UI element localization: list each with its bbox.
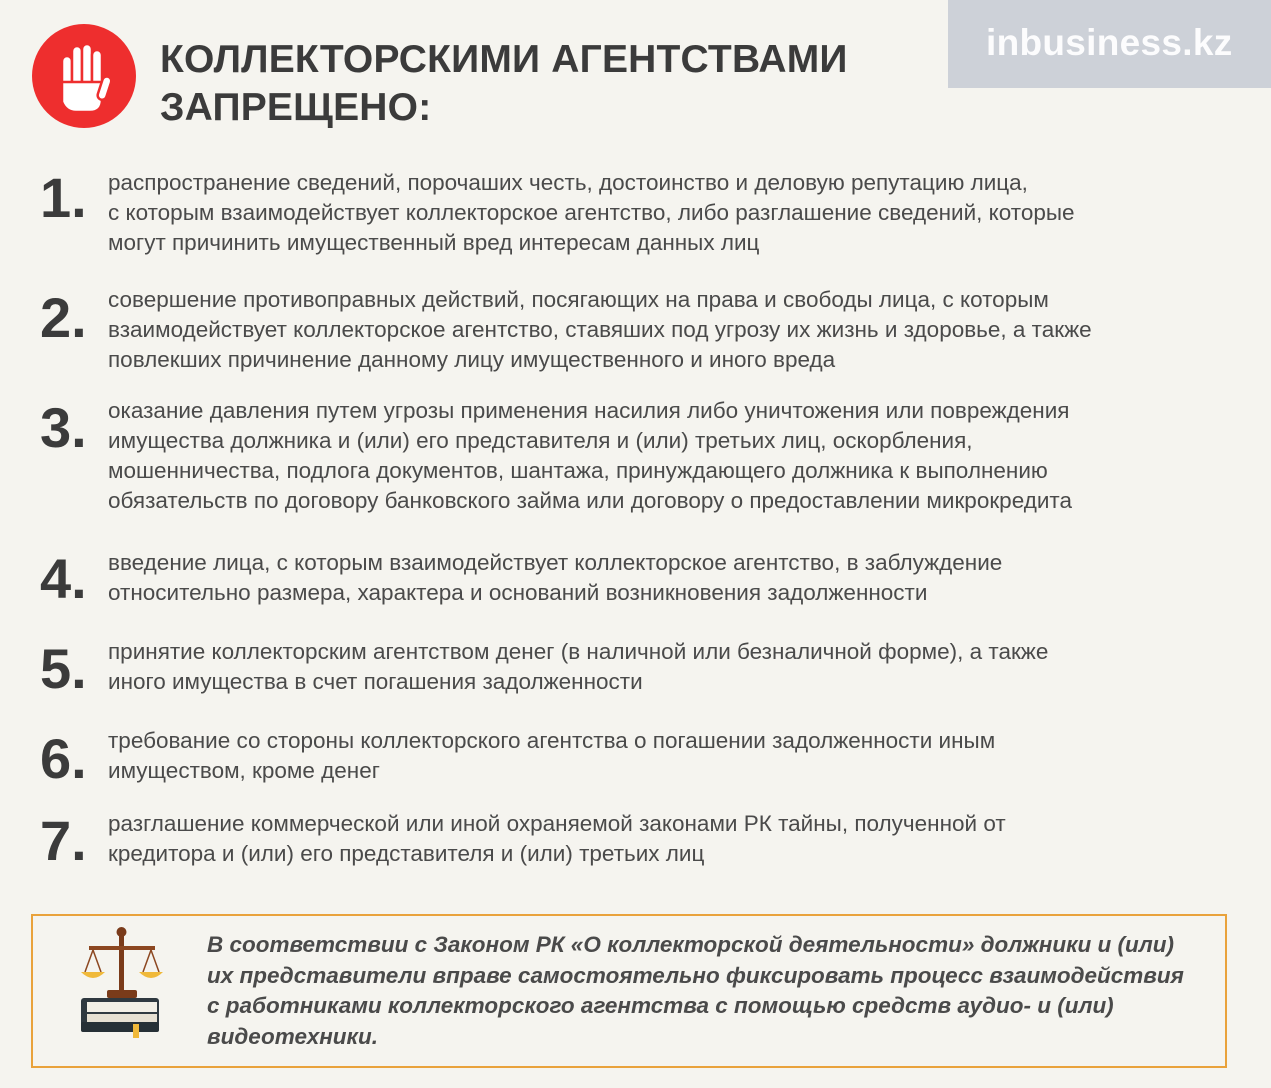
brand-banner bbox=[948, 0, 1271, 88]
item-text: распространение сведений, порочаших честь, достоинство и деловую репутацию лица, с которым взаимодействует коллекторское агентство, либо разглашение сведений, которые могут причинить имущественный вред интересам данных лиц bbox=[108, 170, 1075, 255]
page-title: КОЛЛЕКТОРСКИМИ АГЕНТСТВАМИ ЗАПРЕЩЕНО: bbox=[160, 38, 848, 129]
item-number: 2. bbox=[40, 286, 87, 349]
item-text: введение лица, с которым взаимодействует коллекторское агентство, в заблуждение относительно размера, характера и оснований возникновения задолженности bbox=[108, 550, 1003, 605]
legal-note-box bbox=[31, 914, 1227, 1068]
item-number: 7. bbox=[40, 809, 87, 872]
item-text: требование со стороны коллекторского агентства о погашении задолженности иным имуществом, кроме денег bbox=[108, 728, 996, 783]
item-text: принятие коллекторским агентством денег (в наличной или безналичной форме), а также иного имущества в счет погашения задолженности bbox=[108, 639, 1049, 694]
item-number: 5. bbox=[40, 637, 87, 700]
note-text: В соответствии с Законом РК «О коллекторской деятельности» должники и (или) их представители вправе самостоятельно фиксировать процесс взаимодействия с работниками коллекторского агентства с помощью средств аудио- и (или) видеотехники. bbox=[207, 932, 1184, 1049]
item-number: 3. bbox=[40, 396, 87, 459]
stop-hand-icon bbox=[32, 24, 136, 128]
item-number: 4. bbox=[40, 547, 87, 610]
item-number: 6. bbox=[40, 727, 87, 790]
item-number: 1. bbox=[40, 166, 87, 229]
item-text: оказание давления путем угрозы применения насилия либо уничтожения или повреждения имущества должника и (или) его представителя и (или) третьих лиц, оскорбления, мошенничества, подлога документов, шантажа, принуждающего должника к выполнению обязательств по договору банковского займа или договору о предоставлении микрокредита bbox=[108, 398, 1072, 513]
item-text: совершение противоправных действий, посягающих на права и свободы лица, с которым взаимодействует коллекторское агентство, ставяших под угрозу их жизнь и здоровье, а также повлекших причинение данному лицу имущественного и иного вреда bbox=[108, 287, 1092, 372]
brand-logo: inbusiness.kz bbox=[986, 22, 1233, 63]
item-text: разглашение коммерческой или иной охраняемой законами РК тайны, полученной от кредитора и (или) его представителя и (или) третьих лиц bbox=[108, 811, 1006, 866]
scales-of-justice-icon bbox=[77, 924, 167, 1049]
